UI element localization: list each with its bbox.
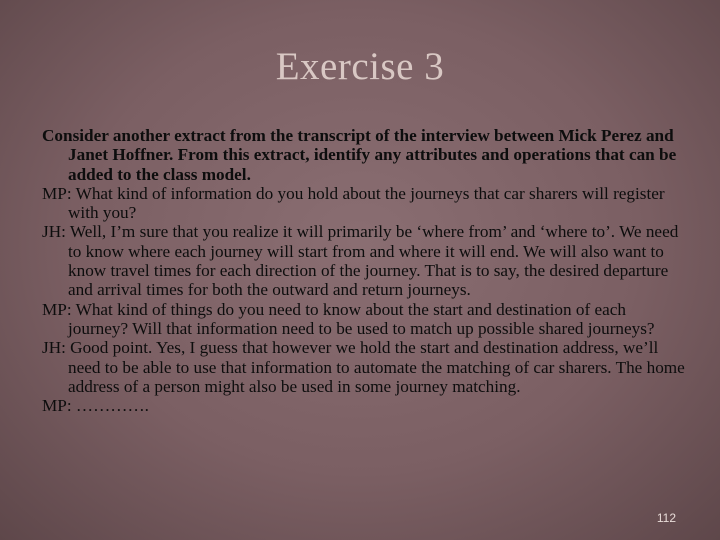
transcript-line-jh-2: JH: Good point. Yes, I guess that however we hold the start and destination address, we’ll need to be able to use that information to automate the matching of car sharers. The home address of a person might also be used in some journey matching.	[42, 338, 685, 396]
transcript-line-mp-2: MP: What kind of things do you need to know about the start and destination of each journey? Will that information need to be used to match up possible shared journeys?	[42, 299, 655, 338]
slide-title: Exercise 3	[275, 45, 445, 88]
slide-content	[42, 126, 690, 415]
transcript-line-mp-1: MP: What kind of information do you hold about the journeys that car sharers will register with you?	[42, 183, 665, 223]
page-number: 112	[656, 511, 676, 525]
transcript-line-mp-3: MP: ………….	[42, 396, 149, 416]
exercise-instructions: Consider another extract from the transcript of the interview between Mick Perez and Janet Hoffner. From this extract, identify any attributes and operations that can be added to the class model.	[42, 126, 677, 184]
transcript-line-jh-1: JH: Well, I’m sure that you realize it will primarily be ‘where from’ and ‘where to’. We need to know where each journey will start from and where it will end. We will also want to know travel times for each direction of the journey. That is to say, the desired departure and arrival times for both the outward and return journeys.	[42, 222, 679, 300]
